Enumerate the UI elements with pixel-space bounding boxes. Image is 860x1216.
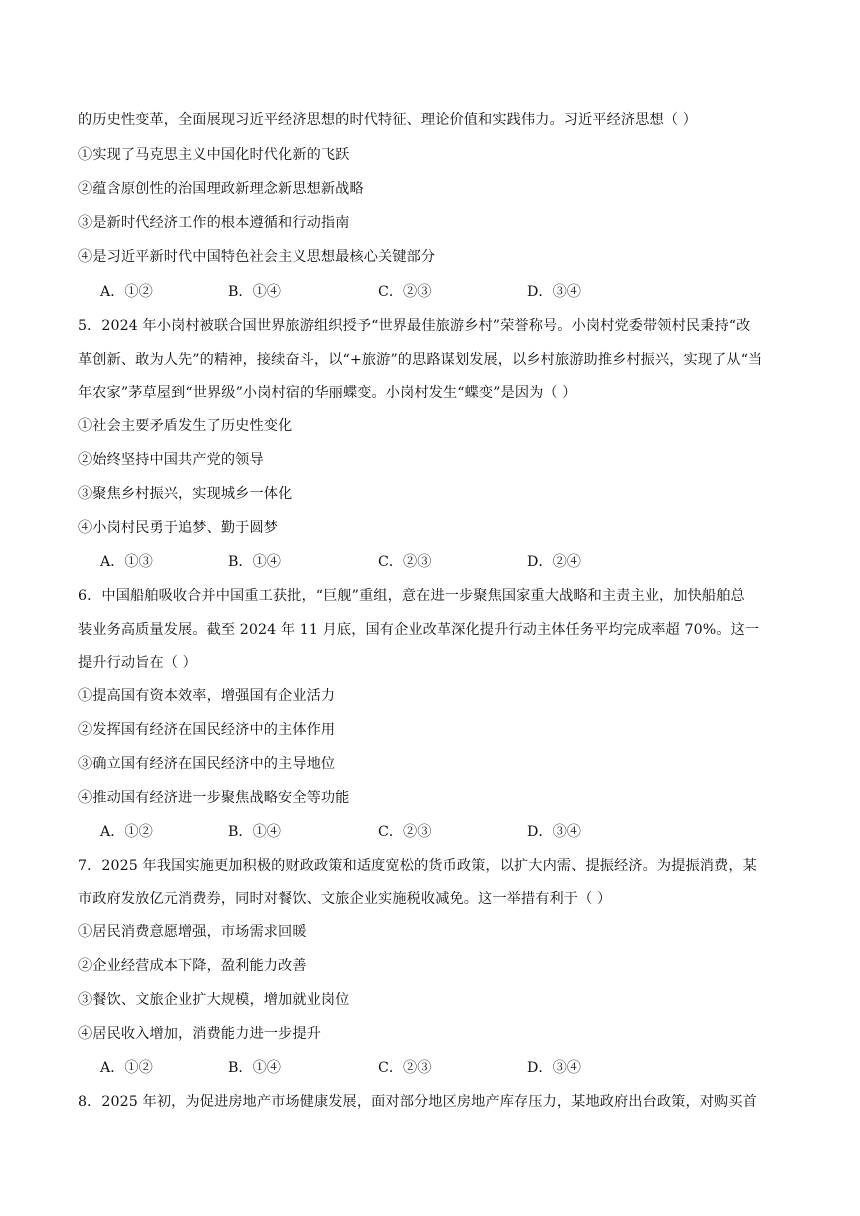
q5-item-4: ④小岗村民勇于追梦、勤于圆梦: [78, 520, 279, 536]
q7-option-c[interactable]: C．②③: [378, 1060, 432, 1076]
q4-item-1: ①实现了马克思主义中国化时代化新的飞跃: [78, 147, 350, 163]
q4-option-b[interactable]: B．①④: [228, 284, 281, 300]
q6-stem-line-1: 6．中国船舶吸收合并中国重工获批，“巨舰”重组，意在进一步聚焦国家重大战略和主责主业，加快船舶总: [78, 588, 745, 604]
q7-stem-line-2: 市政府发放亿元消费券，同时对餐饮、文旅企业实施税收减免。这一举措有利于（ ）: [78, 891, 612, 907]
q4-item-4: ④是习近平新时代中国特色社会主义思想最核心关键部分: [78, 249, 436, 265]
q4-item-3: ③是新时代经济工作的根本遵循和行动指南: [78, 215, 350, 231]
q5-option-d[interactable]: D．②④: [527, 554, 581, 570]
q6-item-4: ④推动国有经济进一步聚焦战略安全等功能: [78, 790, 350, 806]
q6-option-a[interactable]: A．①②: [100, 824, 153, 840]
q6-stem-line-3: 提升行动旨在（ ）: [78, 655, 197, 671]
q8-stem-line-1: 8．2025 年初，为促进房地产市场健康发展，面对部分地区房地产库存压力，某地政府出台政策，对购买首: [78, 1094, 757, 1110]
q6-options: [100, 822, 700, 842]
q4-option-c[interactable]: C．②③: [378, 284, 432, 300]
q7-item-3: ③餐饮、文旅企业扩大规模，增加就业岗位: [78, 992, 350, 1008]
q5-item-3: ③聚焦乡村振兴，实现城乡一体化: [78, 486, 293, 502]
q4-stem-tail: 的历史性变革，全面展现习近平经济思想的时代特征、理论价值和实践伟力。习近平经济思想（ ）: [78, 112, 697, 128]
q5-item-1: ①社会主要矛盾发生了历史性变化: [78, 418, 293, 434]
q7-option-a[interactable]: A．①②: [100, 1060, 153, 1076]
q7-option-b[interactable]: B．①④: [228, 1060, 281, 1076]
q6-option-b[interactable]: B．①④: [228, 824, 281, 840]
q7-options: [100, 1058, 700, 1078]
q5-option-a[interactable]: A．①③: [100, 554, 153, 570]
q5-stem-line-3: 年农家”茅草屋到“世界级”小岗村宿的华丽蝶变。小岗村发生“蝶变”是因为（ ）: [78, 385, 577, 401]
q7-item-4: ④居民收入增加，消费能力进一步提升: [78, 1026, 321, 1042]
q6-item-3: ③确立国有经济在国民经济中的主导地位: [78, 756, 336, 772]
q6-option-c[interactable]: C．②③: [378, 824, 432, 840]
q4-item-2: ②蕴含原创性的治国理政新理念新思想新战略: [78, 181, 364, 197]
q7-item-1: ①居民消费意愿增强，市场需求回暖: [78, 924, 307, 940]
q7-stem-line-1: 7．2025 年我国实施更加积极的财政政策和适度宽松的货币政策，以扩大内需、提振经济。为提振消费，某: [78, 858, 757, 874]
q5-item-2: ②始终坚持中国共产党的领导: [78, 452, 264, 468]
q5-option-c[interactable]: C．②③: [378, 554, 432, 570]
q6-item-1: ①提高国有资本效率，增强国有企业活力: [78, 688, 336, 704]
q4-option-a[interactable]: A．①②: [100, 284, 153, 300]
q5-stem-line-2: 革创新、敢为人先”的精神，接续奋斗，以“+旅游”的思路谋划发展，以乡村旅游助推乡村振兴，实现了从“当: [78, 352, 763, 368]
q7-option-d[interactable]: D．③④: [527, 1060, 581, 1076]
q4-options: [100, 282, 700, 302]
q4-option-d[interactable]: D．③④: [527, 284, 581, 300]
q5-option-b[interactable]: B．①④: [228, 554, 281, 570]
q5-stem-line-1: 5．2024 年小岗村被联合国世界旅游组织授予“世界最佳旅游乡村”荣誉称号。小岗村党委带领村民秉持“改: [78, 318, 751, 334]
q7-item-2: ②企业经营成本下降，盈利能力改善: [78, 958, 307, 974]
q5-options: [100, 552, 700, 572]
q6-item-2: ②发挥国有经济在国民经济中的主体作用: [78, 722, 336, 738]
q6-option-d[interactable]: D．③④: [527, 824, 581, 840]
q6-stem-line-2: 装业务高质量发展。截至 2024 年 11 月底，国有企业改革深化提升行动主体任务平均完成率超 70%。这一: [78, 622, 760, 638]
